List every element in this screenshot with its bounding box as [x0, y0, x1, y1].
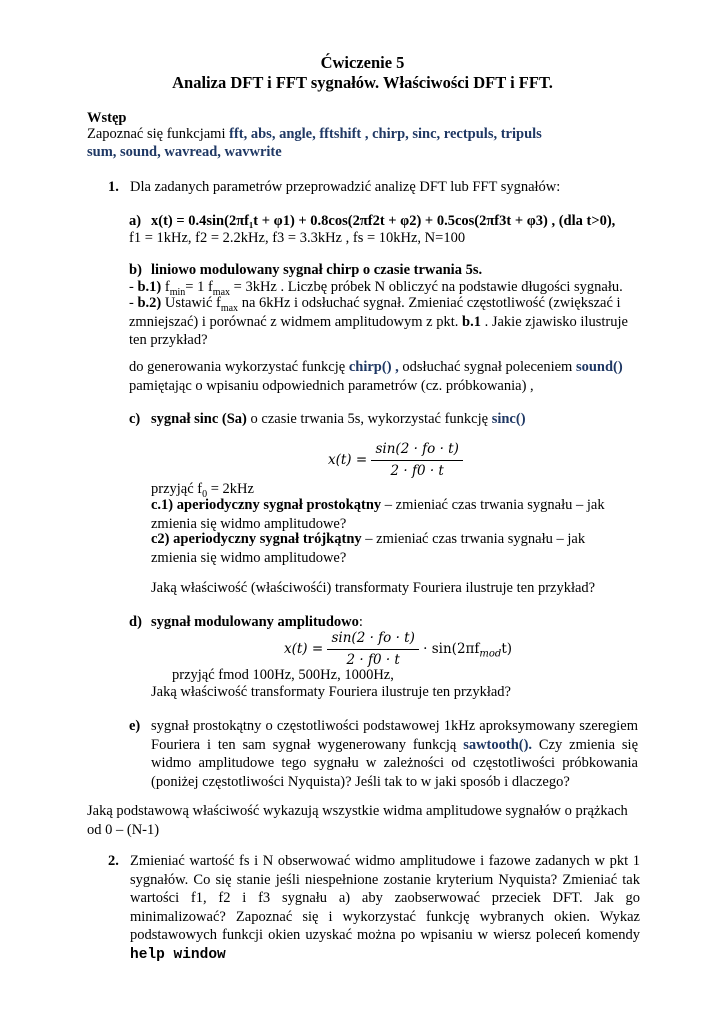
b1-min: min: [169, 286, 186, 298]
am-rhs-text: · sin(2πf: [423, 641, 480, 657]
task2-body: Zmieniać wartość fs i N obserwować widmo amplitudowe i fazowe zadanych w pkt 1 sygnałów. Co się stanie jeśli niespełnione zostanie kryterium Nyquista? Zmieniać tak wartości f1, f2 i f3 sygnału a) aby zaobserwować przeciek DFT. Jak go minimalizować? Zapoznać się i wykorzystać funkcję wybranych okien. Wykaz podstawowych funkcji okien uzyskać można po wpisaniu w wiersz poleceń komendy: [130, 853, 640, 943]
item-b-generate: [129, 358, 649, 395]
item-e-text-b: Czy zmienia się widmo amplitudowe tego sygnału w zależności od częstotliwości próbkowania (poniżej częstotliwości Nyquista)? Jeśli tak to w jaki sposób i dlaczego?: [151, 736, 639, 790]
item-b2: [129, 294, 635, 350]
item-b-heading: liniowo modulowany sygnał chirp o czasie trwania 5s.: [151, 262, 483, 278]
item-e-func: sawtooth().: [463, 736, 533, 753]
item-e-text: [151, 717, 638, 791]
sinc-eq-lhs: x(t) =: [328, 452, 368, 468]
b2-text-b: na 6kHz i odsłuchać sygnał. Zmieniać częstotliwość (zwiększać i zmniejszać) i porównać z widmem amplitudowym z pkt.: [129, 295, 621, 330]
c2-label: c2) aperiodyczny sygnał trójkątny: [151, 531, 362, 547]
item-c2: [151, 530, 631, 567]
intro-heading: Wstęp: [87, 110, 127, 126]
gen-sound: sound(): [575, 359, 623, 375]
item-c-heading: sygnał sinc (Sa): [151, 411, 247, 427]
gen-chirp: chirp() ,: [348, 359, 399, 375]
item-d-colon: :: [358, 614, 363, 630]
b1-mid: = 1 f: [185, 279, 213, 295]
sinc-fraction: [371, 441, 462, 480]
sinc-equation: [328, 441, 463, 481]
task2-text: [130, 852, 640, 964]
b1-f: f: [161, 279, 170, 295]
c1-text: – zmieniać czas trwania sygnału – jak zmienia się widmo amplitudowe?: [151, 497, 605, 532]
c1-label: c.1) aperiodyczny sygnał prostokątny: [151, 497, 382, 513]
intro-text: Zapoznać się funkcjami: [87, 126, 226, 142]
item-d-fmod: przyjąć fmod 100Hz, 500Hz, 1000Hz,: [172, 667, 394, 683]
b1-max: max: [212, 286, 231, 298]
am-eq-rhs: [423, 641, 513, 660]
b2-text-c: . Jakie zjawisko ilustruje ten przykład?: [129, 313, 628, 348]
b2-prefix: -: [129, 295, 138, 311]
sinc-denominator: 2 · f0 · t: [390, 463, 444, 479]
item-e-text-a: sygnał prostokątny o częstotliwości podstawowej 1kHz aproksymowany szeregiem Fouriera i ten sam sygnał wygenerowany funkcją: [151, 718, 638, 753]
item-a-params: f1 = 1kHz, f2 = 2.2kHz, f3 = 3.3kHz , fs = 10kHz, N=100: [129, 230, 466, 246]
item-c-text: o czasie trwania 5s, wykorzystać funkcję: [246, 411, 492, 427]
item-d-heading: sygnał modulowany amplitudowo: [151, 614, 359, 630]
c2-text: – zmieniać czas trwania sygnału – jak zmienia się widmo amplitudowe?: [151, 531, 586, 566]
sinc-numerator: sin(2 · fo · t): [371, 441, 462, 461]
b1-label: b.1): [137, 279, 162, 295]
item-d-line: [151, 614, 363, 631]
am-fraction: [327, 630, 418, 669]
intro-line-1: [87, 126, 542, 143]
item-a-formula: x(t) = 0.4sin(2πf₁t + φ1) + 0.8cos(2πf2t + φ2) + 0.5cos(2πf3t + φ3) , (dla t>0),: [151, 213, 616, 229]
intro-functions-1: fft, abs, angle, fftshift , chirp, sinc, rectpuls, tripuls: [229, 126, 542, 142]
gen-text-c: pamiętając o wpisaniu odpowiednich parametrów (cz. próbkowania) ,: [129, 377, 534, 394]
b1-rest: = 3kHz . Liczbę próbek N obliczyć na podstawie długości sygnału.: [230, 279, 623, 295]
title-line-1: Ćwiczenie 5: [320, 53, 405, 72]
item-c1: [151, 496, 631, 533]
b2-label: b.2): [137, 295, 162, 311]
item-c-question: Jaką właściwość (właściwośći) transformaty Fouriera ilustruje ten przykład?: [151, 580, 596, 596]
b1-prefix: -: [129, 279, 138, 295]
intro-functions-2: sum, sound, wavread, wavwrite: [87, 144, 282, 160]
task2-command: help window: [130, 946, 226, 963]
item-d-label: d): [129, 614, 142, 630]
b2-ref: b.1: [462, 313, 481, 330]
b2-text-a: Ustawić f: [161, 295, 221, 311]
f0-sub: 0: [202, 488, 208, 500]
task1-number: 1.: [108, 179, 119, 195]
b2-max: max: [220, 302, 239, 314]
item-d-question: Jaką właściwość transformaty Fouriera ilustruje ten przykład?: [151, 684, 511, 700]
f0-text-a: przyjąć f: [151, 481, 203, 497]
gen-text-a: do generowania wykorzystać funkcję: [129, 359, 349, 375]
item-b-label: b): [129, 262, 142, 278]
item-a-label: a): [129, 213, 142, 229]
am-rhs-end: t): [501, 641, 513, 657]
task1-text: Dla zadanych parametrów przeprowadzić analizę DFT lub FFT sygnałów:: [130, 179, 561, 195]
am-denominator: 2 · f0 · t: [346, 652, 400, 668]
task2-number: 2.: [108, 853, 119, 869]
am-equation: [284, 630, 512, 670]
item-c-line: [151, 411, 526, 428]
am-eq-lhs: x(t) =: [284, 641, 324, 657]
item-c-func: sinc(): [491, 411, 526, 427]
title-line-2: Analiza DFT i FFT sygnałów. Właściwości DFT i FFT.: [172, 73, 553, 92]
summary-question: Jaką podstawową właściwość wykazują wszystkie widma amplitudowe sygnałów o prążkach od 0 – (N-1): [87, 803, 628, 838]
gen-text-b: odsłuchać sygnał poleceniem: [398, 359, 576, 375]
am-numerator: sin(2 · fo · t): [327, 630, 418, 650]
am-rhs-sub: mod: [479, 648, 502, 660]
item-e-label: e): [129, 718, 141, 734]
item-c-label: c): [129, 411, 141, 427]
f0-text-b: = 2kHz: [207, 481, 254, 497]
